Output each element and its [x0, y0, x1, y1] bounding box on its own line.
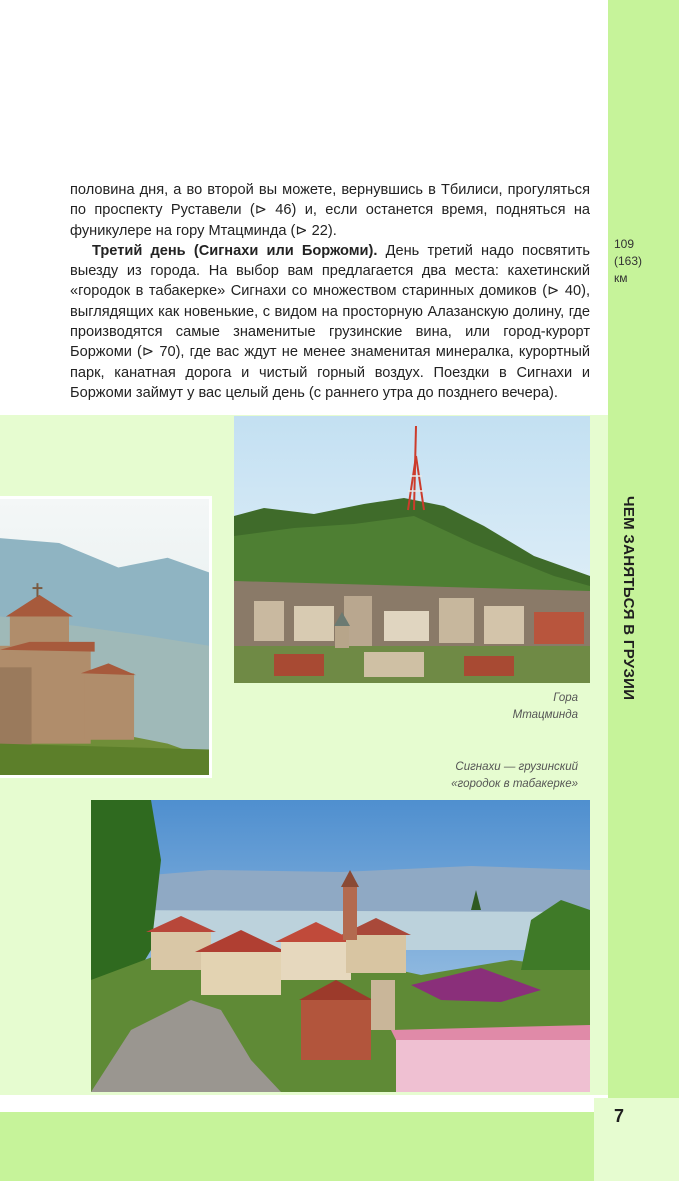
caption-mtatsminda-line1: Гора [553, 692, 578, 704]
caption-mtatsminda [420, 690, 578, 724]
distance-alt-value: (163) [614, 254, 643, 268]
paragraph-2-heading: Третий день (Сигнахи или Боржоми). [92, 242, 378, 259]
page-number: 7 [613, 1106, 624, 1126]
paragraph-1: половина дня, а во второй вы можете, вернувшись в Тбилиси, прогуляться по проспекту Руставели (⊳ 46) и, если останется время, подняться на фуникулере на гору Мтацминда (⊳ 22). [70, 182, 590, 239]
photo-mtatsminda [234, 416, 590, 683]
caption-sighnaghi [380, 759, 578, 793]
photo-church [0, 496, 212, 778]
caption-mtatsminda-line2: Мтацминда [512, 709, 578, 721]
caption-sighnaghi-line1: Сигнахи — грузинский [455, 761, 578, 773]
distance-unit: км [614, 271, 628, 285]
photo-sighnaghi [91, 800, 590, 1092]
distance-value: 109 [614, 237, 635, 251]
section-title: ЧЕМ ЗАНЯТЬСЯ В ГРУЗИИ [620, 496, 637, 701]
paragraph-2 [70, 241, 590, 403]
bottom-color-band [0, 1112, 594, 1181]
paragraph-2-text: День третий надо посвятить выезду из города. На выбор вам предлагается два места: кахетинский «городок в табакерке» Сигнахи со множеством старинных домиков (⊳ 40), выглядящих как новенькие, с видом на просторную Алазанскую долину, где производятся самые знаменитые грузинские вина, или город-курорт Боржоми (⊳ 70), где вас ждут не менее знаменитая минералка, курортный парк, канатная дорога и чистый горный воздух. Поездки в Сигнахи и Боржоми займут у вас целый день (с раннего утра до позднего вечера). [70, 242, 590, 401]
body-text [70, 180, 590, 403]
caption-sighnaghi-line2: «городок в табакерке» [451, 778, 578, 790]
distance-marker [614, 236, 654, 287]
